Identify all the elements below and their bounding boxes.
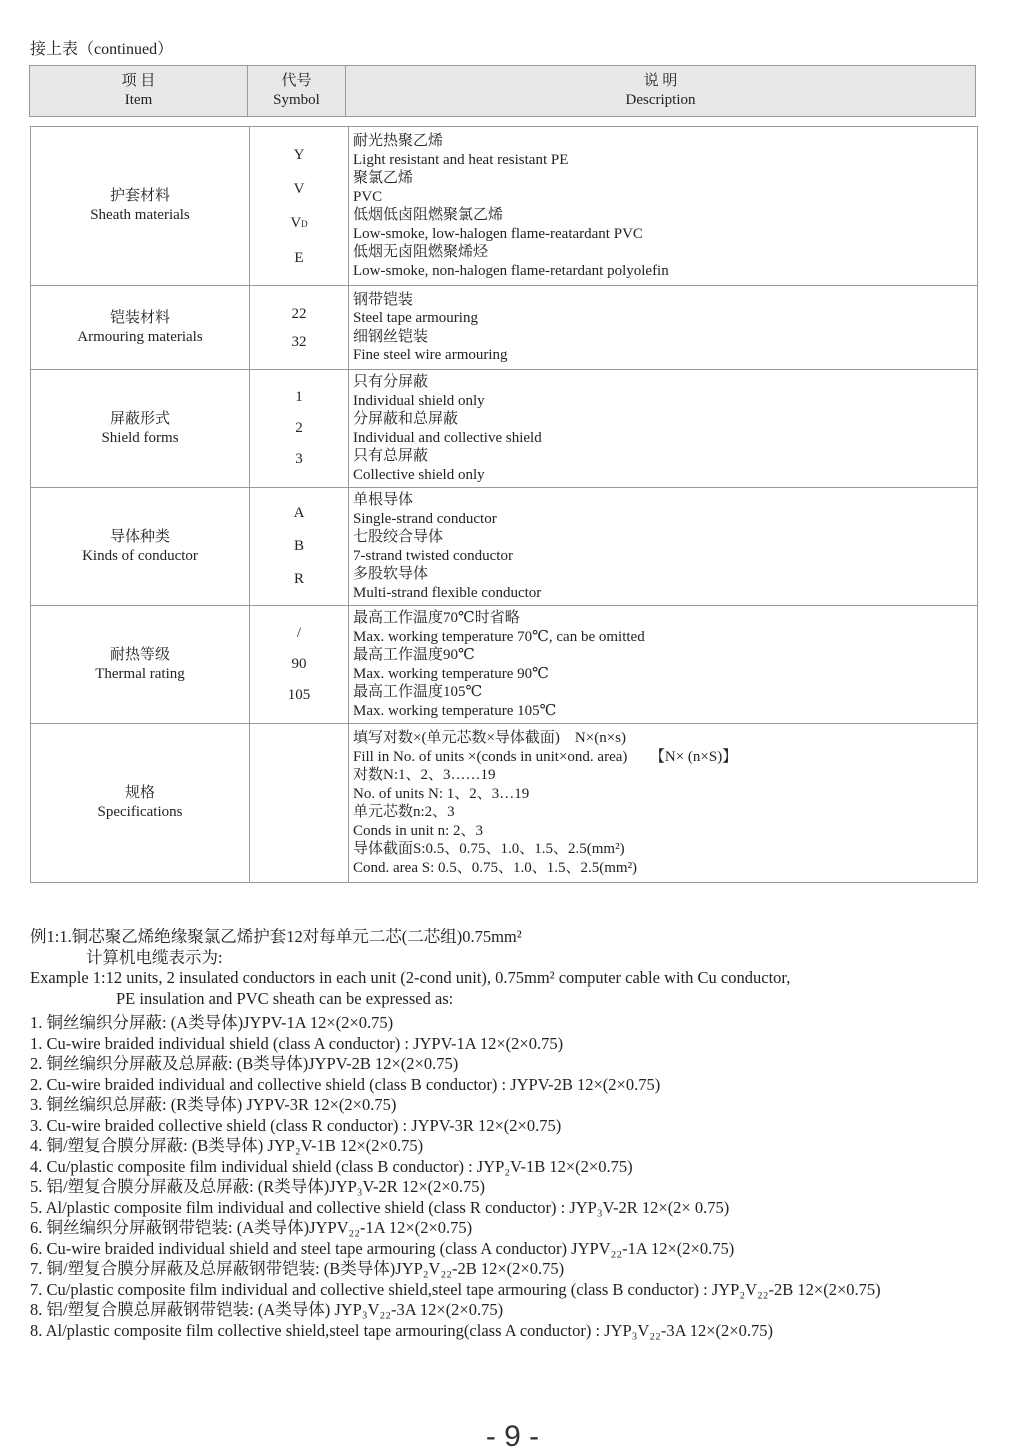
desc-line: 导体截面S:0.5、0.75、1.0、1.5、2.5(mm²): [353, 841, 625, 857]
example-item: 1. 铜丝编织分屏蔽: (A类导体)JYPV-1A 12×(2×0.75): [30, 1013, 394, 1032]
symbol: R: [293, 571, 304, 587]
example-item: 3. 铜丝编织总屏蔽: (R类导体) JYPV-3R 12×(2×0.75): [30, 1095, 397, 1114]
row-item: [31, 370, 250, 488]
row-item-en: Armouring materials: [77, 328, 203, 345]
desc-line: 最高工作温度105℃: [353, 684, 483, 700]
row-item-en: Thermal rating: [95, 665, 185, 682]
desc-line: 低烟无卤阻燃聚烯烃: [353, 244, 489, 260]
desc-line: 7-strand twisted conductor: [353, 547, 513, 564]
symbol: 105: [287, 687, 311, 703]
table-row: [31, 127, 978, 286]
symbol: 90: [291, 656, 307, 672]
desc-line: Individual and collective shield: [353, 429, 542, 446]
header-item-cn: 项 目: [121, 73, 156, 89]
example-title-cn: 例1:1.铜芯聚乙烯绝缘聚氯乙烯护套12对每单元二芯(二芯组)0.75mm²: [30, 927, 522, 946]
row-description: [349, 724, 978, 883]
page-number: - 9 -: [485, 1420, 540, 1453]
row-symbols: [250, 488, 349, 606]
row-item-cn: 导体种类: [109, 528, 170, 545]
table-row: [31, 370, 978, 488]
row-symbols: [250, 606, 349, 724]
desc-line: Low-smoke, non-halogen flame-retardant polyolefin: [353, 262, 669, 279]
symbol: 32: [291, 333, 307, 350]
symbol-subscript: D: [301, 218, 308, 229]
table-row: [31, 606, 978, 724]
row-item-cn: 耐热等级: [109, 646, 170, 663]
example-item: 2. Cu-wire braided individual and collective shield (class B conductor) : JYPV-2B 12×(2×0.75): [30, 1074, 661, 1094]
header-symbol: [248, 66, 346, 117]
example-section: [30, 927, 1010, 1341]
symbol: [250, 206, 348, 241]
symbol: E: [294, 249, 304, 266]
desc-line: 聚氯乙烯: [353, 170, 414, 186]
desc-line: 低烟低卤阻燃聚氯乙烯: [353, 207, 504, 223]
row-symbols: [250, 724, 349, 883]
symbol: B: [293, 538, 304, 554]
header-symbol-en: Symbol: [273, 92, 320, 108]
desc-line: Max. working temperature 90℃: [353, 665, 549, 682]
example-title-en: Example 1:12 units, 2 insulated conductors in each unit (2-cond unit), 0.75mm² computer cable with Cu conductor,: [30, 968, 791, 987]
desc-line: 分屏蔽和总屏蔽: [353, 411, 459, 427]
table-header: [29, 65, 976, 117]
row-description: [349, 286, 978, 370]
desc-line: PVC: [353, 188, 383, 205]
example-item: 3. Cu-wire braided collective shield (class R conductor) : JYPV-3R 12×(2×0.75): [30, 1115, 562, 1135]
row-item-cn: 铠装材料: [109, 309, 170, 326]
symbol: A: [293, 505, 305, 521]
row-item: [31, 488, 250, 606]
row-item-en: Kinds of conductor: [82, 547, 198, 564]
desc-line: 钢带铠装: [353, 291, 414, 308]
example-item: 8. 铝/塑复合膜总屏蔽钢带铠装: (A类导体) JYP₃V₂₂-3A 12×(2×0.75): [30, 1300, 504, 1319]
desc-line: Low-smoke, low-halogen flame-reatardant PVC: [353, 225, 643, 242]
desc-line: Max. working temperature 105℃: [353, 702, 557, 719]
symbol: 3: [295, 451, 303, 467]
example-item: 8. Al/plastic composite film collective shield,steel tape armouring(class A conductor) : JYP₃V₂₂-3A 12×(2×0.75): [30, 1320, 773, 1340]
header-item-en: Item: [124, 92, 153, 108]
symbol: 2: [295, 420, 303, 436]
row-item: [31, 724, 250, 883]
header-description: [346, 66, 976, 117]
row-symbols: [250, 127, 349, 286]
header-symbol-cn: 代号: [281, 73, 312, 89]
row-item-en: Shield forms: [101, 429, 179, 446]
example-item: 7. Cu/plastic composite film individual and collective shield,steel tape armouring (class B conductor) : JYP₂V₂₂-2B 12×(2×0.75): [30, 1279, 881, 1299]
row-symbols: [250, 286, 349, 370]
desc-line: Fine steel wire armouring: [353, 347, 508, 363]
desc-line: 耐光热聚乙烯: [353, 133, 444, 149]
row-item: [31, 606, 250, 724]
desc-line: Single-strand conductor: [353, 510, 497, 527]
example-item: 2. 铜丝编织分屏蔽及总屏蔽: (B类导体)JYPV-2B 12×(2×0.75): [30, 1054, 459, 1073]
desc-line: 单根导体: [353, 492, 414, 508]
desc-line: Individual shield only: [353, 392, 485, 409]
desc-line: Conds in unit n: 2、3: [353, 822, 484, 839]
desc-line: Light resistant and heat resistant PE: [353, 151, 569, 168]
desc-line: 七股绞合导体: [353, 529, 444, 545]
table-row: [31, 724, 978, 883]
example-item: 6. 铜丝编织分屏蔽钢带铠装: (A类导体)JYPV₂₂-1A 12×(2×0.75): [30, 1218, 473, 1237]
example-item: 5. 铝/塑复合膜分屏蔽及总屏蔽: (R类导体)JYP₃V-2R 12×(2×0.75): [30, 1177, 486, 1196]
example-item: 5. Al/plastic composite film individual and collective shield (class R conductor) : JYP₃V-2R 12×(2× 0.75): [30, 1197, 730, 1217]
row-description: [349, 127, 978, 286]
row-item-en: Sheath materials: [90, 207, 190, 223]
desc-line: 只有总屏蔽: [353, 448, 429, 464]
row-symbols: [250, 370, 349, 488]
table-row: [31, 286, 978, 370]
example-item: 6. Cu-wire braided individual shield and steel tape armouring (class A conductor) JYPV₂₂-1A 12×(2×0.75): [30, 1238, 735, 1258]
row-description: [349, 606, 978, 724]
example-item: 4. Cu/plastic composite film individual shield (class B conductor) : JYP₂V-1B 12×(2×0.75): [30, 1156, 633, 1176]
header-desc-en: Description: [625, 92, 696, 108]
symbol: /: [296, 625, 302, 641]
desc-line: Steel tape armouring: [353, 310, 478, 326]
codes-table: [30, 126, 978, 883]
desc-line: 只有分屏蔽: [353, 374, 429, 390]
row-description: [349, 488, 978, 606]
desc-line: 多股软导体: [353, 566, 429, 582]
symbol: 22: [291, 305, 307, 322]
row-item-cn: 规格: [124, 785, 155, 801]
desc-line: Cond. area S: 0.5、0.75、1.0、1.5、2.5(mm²): [353, 859, 638, 876]
table-row: [31, 488, 978, 606]
desc-line: No. of units N: 1、2、3…19: [353, 785, 530, 802]
symbol-vd: VD: [290, 214, 308, 231]
desc-line: 最高工作温度90℃: [353, 647, 475, 663]
header-desc-cn: 说 明: [643, 73, 678, 89]
desc-line: 填写对数×(单元芯数×导体截面) N×(n×s): [353, 730, 626, 746]
row-item: [31, 286, 250, 370]
desc-line: Multi-strand flexible conductor: [353, 584, 542, 601]
continued-caption: 接上表（continued）: [30, 41, 174, 58]
desc-line: Max. working temperature 70℃, can be omitted: [353, 628, 645, 645]
symbol: V: [293, 180, 305, 197]
example-item: 1. Cu-wire braided individual shield (class A conductor) : JYPV-1A 12×(2×0.75): [30, 1033, 564, 1053]
header-item: [30, 66, 248, 117]
desc-line: Collective shield only: [353, 466, 485, 483]
desc-line: 单元芯数n:2、3: [353, 804, 455, 820]
row-item-en: Specifications: [97, 804, 183, 820]
row-description: [349, 370, 978, 488]
example-title-en-2: PE insulation and PVC sheath can be expressed as:: [116, 988, 454, 1008]
desc-line: 对数N:1、2、3……19: [353, 767, 496, 783]
desc-line: 细钢丝铠装: [353, 328, 429, 345]
row-item: [31, 127, 250, 286]
example-item: 7. 铜/塑复合膜分屏蔽及总屏蔽钢带铠装: (B类导体)JYP₂V₂₂-2B 12×(2×0.75): [30, 1259, 565, 1278]
symbol: Y: [293, 146, 305, 163]
desc-line: Fill in No. of units ×(conds in unit×ond. area) 【N× (n×S)】: [353, 748, 738, 765]
example-title-cn-2: 计算机电缆表示为:: [86, 947, 223, 967]
desc-line: 最高工作温度70℃时省略: [353, 610, 520, 626]
row-item-cn: 护套材料: [109, 188, 170, 204]
symbol: 1: [295, 389, 303, 405]
example-item: 4. 铜/塑复合膜分屏蔽: (B类导体) JYP₂V-1B 12×(2×0.75): [30, 1136, 424, 1155]
row-item-cn: 屏蔽形式: [109, 410, 170, 427]
